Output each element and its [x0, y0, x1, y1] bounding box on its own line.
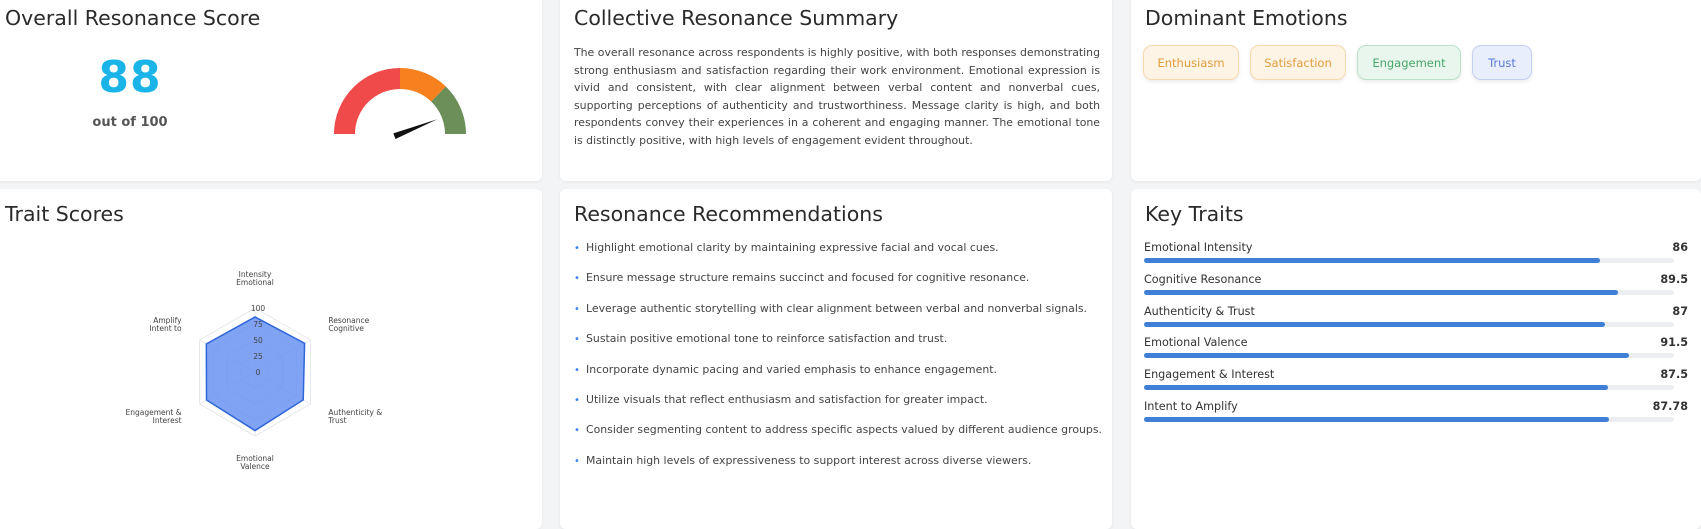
recommendations-title: Resonance Recommendations	[574, 202, 883, 226]
key-trait-value: 86	[1672, 241, 1688, 254]
key-trait-bar-fill	[1144, 353, 1629, 358]
recommendation-text: Sustain positive emotional tone to reinforce satisfaction and trust.	[586, 332, 948, 346]
key-trait-value: 87.78	[1652, 399, 1688, 413]
radar-axis-label: Cognitive	[328, 324, 364, 333]
radar-axis-label: Interest	[152, 416, 182, 425]
radar-axis-label: Emotional	[236, 278, 274, 287]
key-trait-row	[1144, 368, 1688, 400]
key-trait-name: Emotional Intensity	[1144, 241, 1253, 254]
key-traits-title: Key Traits	[1145, 202, 1244, 226]
bullet-icon: •	[574, 425, 580, 437]
key-trait-bar-track	[1144, 258, 1674, 263]
key-trait-bar-fill	[1144, 385, 1608, 390]
overall-score-title: Overall Resonance Score	[5, 6, 261, 30]
emotion-chip[interactable]: Engagement	[1357, 45, 1461, 80]
list-item	[574, 302, 1102, 332]
radar-axis-label: Valence	[240, 462, 270, 471]
gauge-needle	[393, 119, 437, 139]
radar-axis-label: Intent to	[149, 324, 182, 333]
overall-score-card	[0, 0, 542, 181]
bullet-icon: •	[574, 273, 580, 285]
key-trait-bar-fill	[1144, 290, 1618, 295]
score-gauge	[320, 56, 480, 136]
radar-axis-label: Resonance	[328, 316, 370, 325]
radar-axis-label: Intensity	[238, 270, 272, 279]
key-traits-list	[1144, 241, 1688, 432]
list-item	[574, 423, 1102, 453]
bullet-icon: •	[574, 394, 580, 406]
key-trait-name: Emotional Valence	[1144, 336, 1248, 350]
key-trait-name: Cognitive Resonance	[1144, 272, 1262, 286]
recommendation-text: Utilize visuals that reflect enthusiasm and satisfaction for greater impact.	[586, 392, 988, 406]
key-trait-bar-track	[1144, 353, 1674, 358]
radar-axis-label: Trust	[328, 416, 347, 425]
trait-scores-card	[0, 189, 542, 529]
radar-axis-label: Engagement &	[125, 408, 182, 417]
list-item	[574, 393, 1102, 423]
emotion-chip[interactable]: Trust	[1472, 45, 1532, 80]
emotion-chip-list	[1143, 45, 1532, 80]
list-item	[574, 241, 1102, 271]
recommendation-text: Highlight emotional clarity by maintaining expressive facial and vocal cues.	[586, 241, 999, 254]
overall-score-value: 88	[98, 52, 162, 103]
key-trait-bar-track	[1144, 417, 1674, 422]
bullet-icon: •	[574, 455, 580, 467]
key-trait-row	[1144, 241, 1688, 273]
key-trait-value: 89.5	[1660, 272, 1688, 286]
gauge-segment-low	[334, 68, 400, 134]
recommendations-list	[574, 241, 1102, 484]
radar-axis-label: Authenticity &	[328, 408, 383, 417]
dominant-emotions-title: Dominant Emotions	[1145, 6, 1348, 30]
summary-title: Collective Resonance Summary	[574, 6, 899, 30]
key-trait-bar-track	[1144, 385, 1674, 390]
list-item	[574, 454, 1102, 484]
key-trait-row	[1144, 400, 1688, 432]
summary-card	[560, 0, 1112, 181]
bullet-icon: •	[574, 303, 580, 315]
key-trait-name: Intent to Amplify	[1144, 399, 1238, 413]
radar-tick-label: 100	[250, 304, 266, 313]
trait-radar-chart	[110, 255, 400, 485]
key-trait-row	[1144, 336, 1688, 368]
emotion-chip[interactable]: Enthusiasm	[1143, 45, 1239, 80]
radar-tick-label: 25	[253, 352, 263, 361]
summary-text: The overall resonance across respondents is highly positive, with both responses demonstrating strong enthusiasm and satisfaction regarding their work environment. Emotional expression is vivid and consistent, with clear alignment between verbal content and nonverbal cues, supporting perceptions of authenticity and trustworthiness. Message clarity is high, and both respondents convey their experiences in a coherent and engaging manner. The emotional tone is distinctly positive, with high levels of engagement evident throughout.	[574, 46, 1100, 147]
key-trait-bar-fill	[1144, 322, 1605, 327]
key-traits-card	[1131, 189, 1701, 529]
list-item	[574, 332, 1102, 362]
radar-axis-label: Emotional	[236, 454, 274, 463]
bullet-icon: •	[574, 364, 580, 376]
key-trait-bar-track	[1144, 322, 1674, 327]
recommendation-text: Consider segmenting content to address specific aspects valued by different audience groups.	[586, 423, 1102, 437]
key-trait-row	[1144, 305, 1688, 337]
bullet-icon: •	[574, 243, 580, 254]
key-trait-name: Engagement & Interest	[1144, 368, 1275, 382]
recommendations-card	[560, 189, 1112, 529]
radar-tick-label: 50	[253, 336, 263, 345]
recommendation-text: Incorporate dynamic pacing and varied emphasis to enhance engagement.	[586, 362, 997, 376]
key-trait-bar-fill	[1144, 417, 1609, 422]
list-item	[574, 363, 1102, 393]
overall-score-subtitle: out of 100	[92, 115, 168, 130]
key-trait-value: 87.5	[1660, 368, 1688, 382]
recommendation-text: Maintain high levels of expressiveness to support interest across diverse viewers.	[586, 453, 1032, 467]
radar-axis-label: Amplify	[153, 316, 182, 325]
trait-scores-title: Trait Scores	[5, 202, 124, 226]
list-item	[574, 271, 1102, 301]
radar-tick-label: 75	[253, 320, 263, 329]
recommendation-text: Ensure message structure remains succinct and focused for cognitive resonance.	[586, 271, 1030, 285]
key-trait-value: 91.5	[1660, 336, 1688, 350]
bullet-icon: •	[574, 334, 580, 346]
key-trait-value: 87	[1672, 304, 1688, 318]
key-trait-row	[1144, 273, 1688, 305]
radar-tick-label: 0	[255, 368, 261, 377]
key-trait-bar-track	[1144, 290, 1674, 295]
recommendation-text: Leverage authentic storytelling with clear alignment between verbal and nonverbal signals.	[586, 301, 1087, 315]
dominant-emotions-card	[1131, 0, 1701, 181]
key-trait-bar-fill	[1144, 258, 1600, 263]
key-trait-name: Authenticity & Trust	[1144, 304, 1255, 318]
emotion-chip[interactable]: Satisfaction	[1250, 45, 1346, 80]
